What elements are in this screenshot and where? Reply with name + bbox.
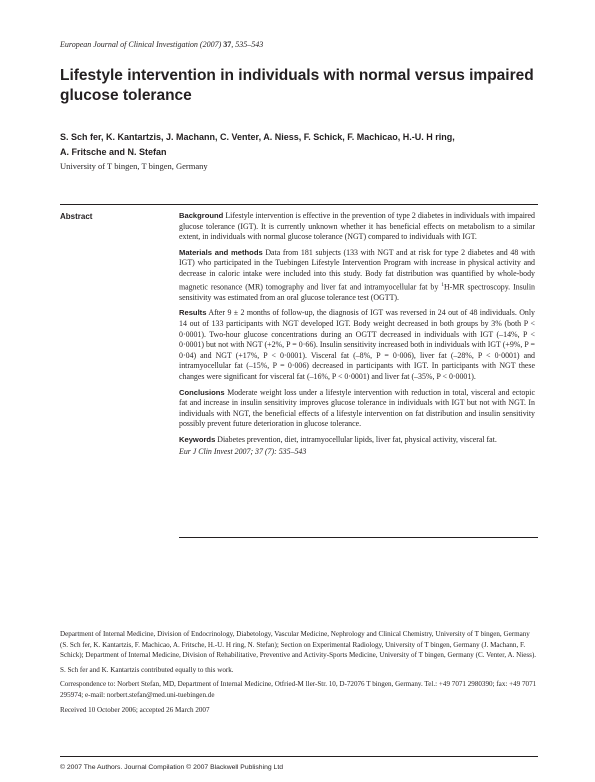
abstract-citation: Eur J Clin Invest 2007; 37 (7): 535–543 [179, 446, 307, 456]
author-line-2: A. Fritsche and N. Stefan [60, 147, 167, 157]
results-text: After 9 ± 2 months of follow-up, the diagnosis of IGT was reversed in 24 out of 48 individuals. Only 14 out of 133 participants with NGT developed IGT. Body weight decreased in both groups by 3% (both P < 0·0001). Two-hour glucose concentrations during an OGTT decreased in individuals with IGT (–14%, P < 0·0001) but not with NGT (+2%, P = 0·66). Insulin sensitivity increased both in individuals with IGT (+9%, P = 0·04) and NGT (+17%, P < 0·0001). Visceral fat (–8%, P = 0·006), liver fat (–28%, P < 0·0001) and intramyocellular fat (–15%, P = 0·006) decreased in participants with IGT. In participants with NGT these changes were significant for visceral fat (–16%, P < 0·0001) and liver fat (–35%, P < 0·0001). [179, 308, 536, 381]
keywords-text: Diabetes prevention, diet, intramyocellular lipids, liver fat, physical activity, visceral fat. [217, 434, 497, 444]
background-text: Lifestyle intervention is effective in the prevention of type 2 diabetes in individuals with impaired glucose tolerance (IGT). It is currently unknown whether it has beneficial effects on metabolism to a similar extent, in individuals with normal glucose tolerance (NGT) compared to individuals with IGT. [179, 211, 535, 242]
copyright-notice: © 2007 The Authors. Journal Compilation © 2007 Blackwell Publishing Ltd [60, 764, 283, 771]
abstract-keywords [179, 435, 535, 446]
methods-heading: Materials and methods [179, 247, 263, 257]
conclusions-text: Moderate weight loss under a lifestyle intervention with reduction in total, visceral and ectopic fat and increase in insulin sensitivity improves glucose tolerance in individuals with IGT but not with NGT. In individuals with NGT, the beneficial effects of a lifestyle intervention on fat distribution and insulin sensitivity possibly prevent future deterioration in glucose tolerance. [179, 387, 535, 429]
article-footnotes [60, 629, 538, 719]
affiliation: University of T bingen, T bingen, Germany [60, 161, 208, 171]
journal-year: (2007) [199, 40, 222, 49]
footnote-equal-contribution: S. Sch fer and K. Kantartzis contributed equally to this work. [60, 665, 234, 674]
abstract-conclusions [179, 388, 535, 430]
article-title: Lifestyle intervention in individuals with normal versus impaired glucose tolerance [60, 67, 534, 104]
background-heading: Background [179, 211, 224, 220]
footnote-received: Received 10 October 2006; accepted 26 March 2007 [60, 705, 210, 714]
journal-pages: , 535–543 [231, 40, 264, 49]
abstract-results [179, 308, 535, 382]
methods-superscript: 1 [441, 281, 444, 288]
footnote-correspondence: Correspondence to: Norbert Stefan, MD, Department of Internal Medicine, Otfried-M ller-Str. 10, D-72076 T bingen, Germany. Tel.: +49 7071 2980390; fax: +49 7071 295974; e-mail: norbert.stefan@med.uni-tuebingen.de [60, 680, 537, 699]
methods-text: Data from 181 subjects (133 with NGT and at risk for type 2 diabetes and 48 with IGT) who participated in the Tuebingen Lifestyle Intervention Program with increase in physical activity and decrease in caloric intake were included into this study. Body fat distribution was quantified by whole-body magnetic resonance (MR) tomography and liver fat and intramyocellular fat by [179, 247, 535, 292]
methods-text-cont: H-MR spectroscopy. Insulin sensitivity was estimated from an oral glucose tolerance test (OGTT). [179, 282, 535, 302]
footnote-departments: Department of Internal Medicine, Division of Endocrinology, Diabetology, Vascular Medicine, Nephrology and Clinical Chemistry, University of T bingen, Germany (S. Sch fer, K. Kantartzis, F. Machicao, A. Fritsche, H.-U. H ring, N. Stefan); Section on Experimental Radiology, University of T bingen, Germany (J. Machann, F. Schick); Department of Internal Medicine, Division of Rehabilitative, Preventive and Activity-Sports Medicine, University of T bingen, Germany (C. Venter, A. Niess). [60, 630, 537, 660]
abstract-body [179, 211, 535, 457]
abstract-bottom-rule [179, 537, 538, 538]
results-heading: Results [179, 308, 207, 318]
abstract-label: Abstract [60, 212, 93, 221]
journal-citation-header [60, 40, 263, 49]
abstract-methods [179, 248, 535, 304]
conclusions-heading: Conclusions [179, 387, 225, 397]
footer-rule [60, 756, 538, 757]
journal-name: European Journal of Clinical Investigation [60, 40, 198, 49]
abstract-background [179, 211, 535, 243]
author-line-1: S. Sch fer, K. Kantartzis, J. Machann, C. Venter, A. Niess, F. Schick, F. Machicao, H.-U. H ring, [60, 132, 455, 142]
author-list [60, 130, 540, 160]
keywords-heading: Keywords [179, 434, 216, 444]
abstract-top-rule [60, 204, 538, 205]
journal-volume: 37 [223, 40, 232, 49]
